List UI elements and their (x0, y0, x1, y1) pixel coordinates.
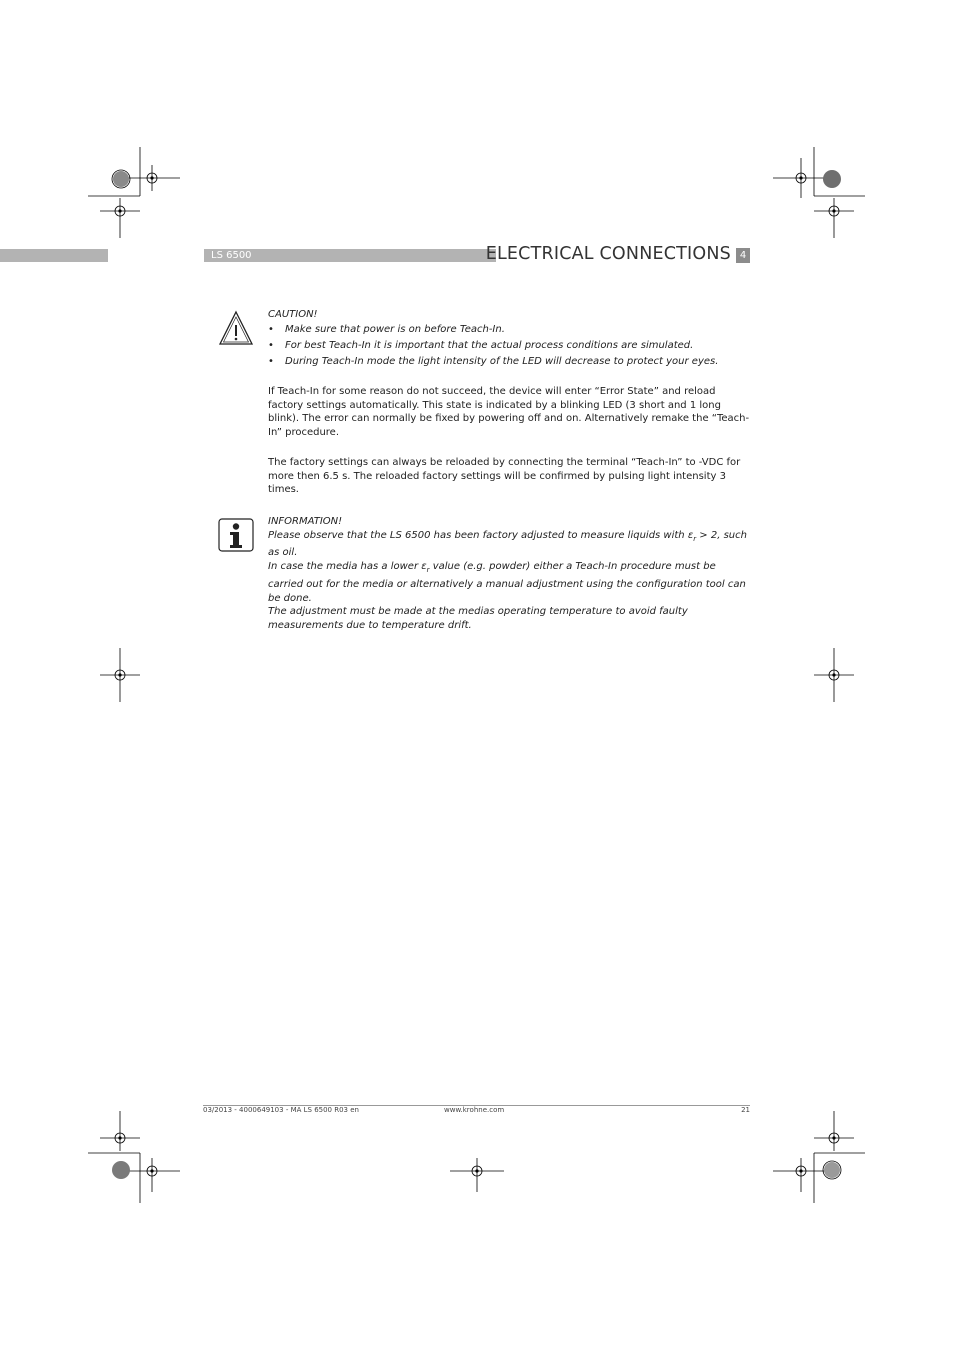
caution-bullet-list (268, 323, 752, 369)
header-product-name: LS 6500 (211, 250, 252, 261)
header-bar-left (0, 249, 108, 262)
caution-heading: CAUTION! (268, 309, 318, 320)
information-line-2: In case the media has a lower $\varepsilon_r$ value (e.g. powder) either a Teach-In procedure must be carried out for the media or alternatively a manual adjustment using the configuration tool can be done. (268, 561, 746, 604)
list-item: • Make sure that power is on before Teach-In. (268, 323, 505, 335)
information-line-1: Please observe that the LS 6500 has been factory adjusted to measure liquids with $\varepsilon_r > 2$, such as oil. (268, 529, 747, 559)
footer-website-link[interactable]: www.krohne.com (444, 1106, 505, 1114)
paragraph-error-state: If Teach-In for some reason do not succeed, the device will enter “Error State” and reload factory settings automatically. This state is indicated by a blinking LED (3 short and 1 long blink). The error can normally be fixed by powering off and on. Alternatively remake the “Teach-In” procedure. (268, 386, 750, 439)
list-item: • For best Teach-In it is important that the actual process conditions are simulated. (268, 339, 694, 351)
paragraph-factory-settings: The factory settings can always be reloaded by connecting the terminal “Teach-In” to -VDC for more then 6.5 s. The reloaded factory settings will be confirmed by pulsing light intensity 3 times. (268, 457, 741, 496)
section-title: ELECTRICAL CONNECTIONS (485, 244, 731, 264)
footer-page-number: 21 (741, 1106, 750, 1114)
information-line-3: The adjustment must be made at the medias operating temperature to avoid faulty measurements due to temperature drift. (268, 606, 688, 631)
information-note (268, 515, 752, 633)
information-heading: INFORMATION! (268, 516, 343, 527)
warning-triangle-icon (218, 310, 254, 346)
chapter-number-badge: 4 (736, 248, 750, 263)
footer-document-id: 03/2013 - 4000649103 - MA LS 6500 R03 en (203, 1106, 359, 1114)
information-icon (218, 518, 254, 552)
list-item: • During Teach-In mode the light intensity of the LED will decrease to protect your eyes. (268, 356, 719, 368)
caution-note (268, 308, 752, 371)
